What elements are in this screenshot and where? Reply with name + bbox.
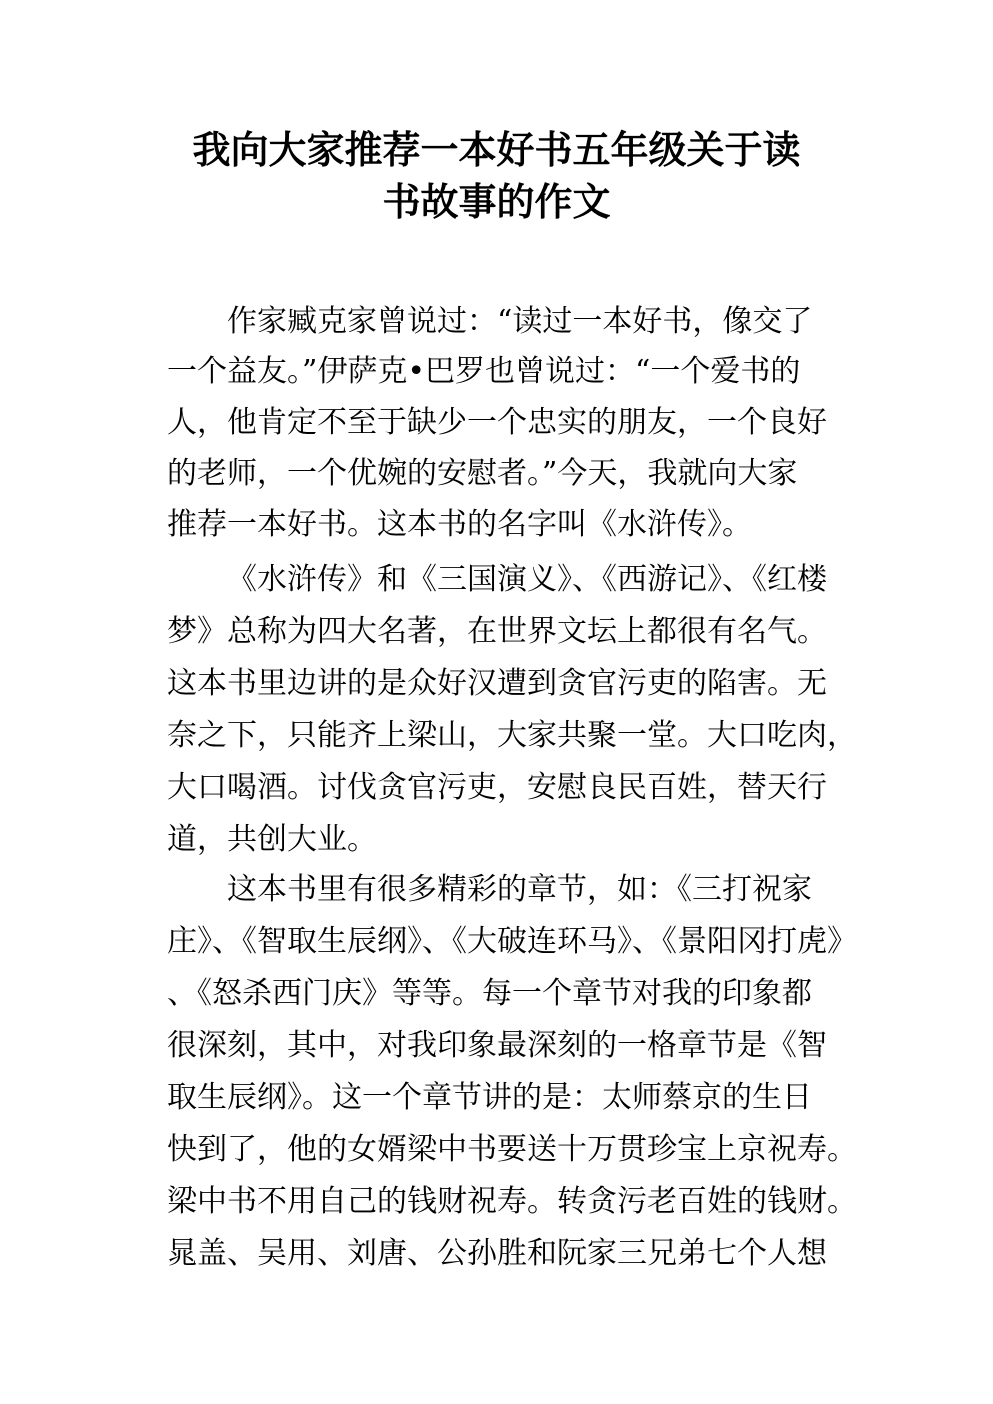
body-line: 作家臧克家曾说过：“读过一本好书，像交了 bbox=[227, 304, 813, 339]
body-line: 《水浒传》和《三国演义》、《西游记》、《红楼 bbox=[227, 562, 827, 597]
document-title bbox=[150, 124, 843, 228]
body-line: 的老师，一个优婉的安慰者。”今天，我就向大家 bbox=[167, 456, 798, 491]
body-line: 道，共创大业。 bbox=[167, 822, 377, 857]
body-line: 这本书里边讲的是众好汉遭到贪官污吏的陷害。无 bbox=[167, 666, 827, 701]
body-line: 奈之下，只能齐上梁山，大家共聚一堂。大口吃肉， bbox=[167, 718, 857, 753]
body-line: 晁盖、吴用、刘唐、公孙胜和阮家三兄弟七个人想 bbox=[167, 1236, 827, 1271]
body-line: 取生辰纲》。这一个章节讲的是：太师蔡京的生日 bbox=[167, 1080, 812, 1115]
body-line: 快到了，他的女婿梁中书要送十万贯珍宝上京祝寿。 bbox=[167, 1132, 857, 1167]
title-line: 我向大家推荐一本好书五年级关于读 bbox=[192, 128, 801, 172]
body-line: 庄》、《智取生辰纲》、《大破连环马》、《景阳冈打虎》 bbox=[167, 924, 857, 959]
body-line: 梦》总称为四大名著，在世界文坛上都很有名气。 bbox=[167, 614, 827, 649]
body-line: 推荐一本好书。这本书的名字叫《水浒传》。 bbox=[167, 507, 752, 542]
body-line: 梁中书不用自己的钱财祝寿。转贪污老百姓的钱财。 bbox=[167, 1184, 857, 1219]
body-line: 大口喝酒。讨伐贪官污吏，安慰良民百姓，替天行 bbox=[167, 770, 827, 805]
title-line: 书故事的作文 bbox=[382, 180, 611, 224]
body-line: 一个益友。”伊萨克•巴罗也曾说过：“一个爱书的 bbox=[167, 354, 801, 389]
body-line: 、《怒杀西门庆》等等。每一个章节对我的印象都 bbox=[167, 976, 812, 1011]
body-line: 人，他肯定不至于缺少一个忠实的朋友，一个良好 bbox=[167, 405, 827, 440]
body-line: 这本书里有很多精彩的章节，如：《三打祝家 bbox=[227, 872, 812, 907]
body-line: 很深刻，其中，对我印象最深刻的一格章节是《智 bbox=[167, 1028, 827, 1063]
